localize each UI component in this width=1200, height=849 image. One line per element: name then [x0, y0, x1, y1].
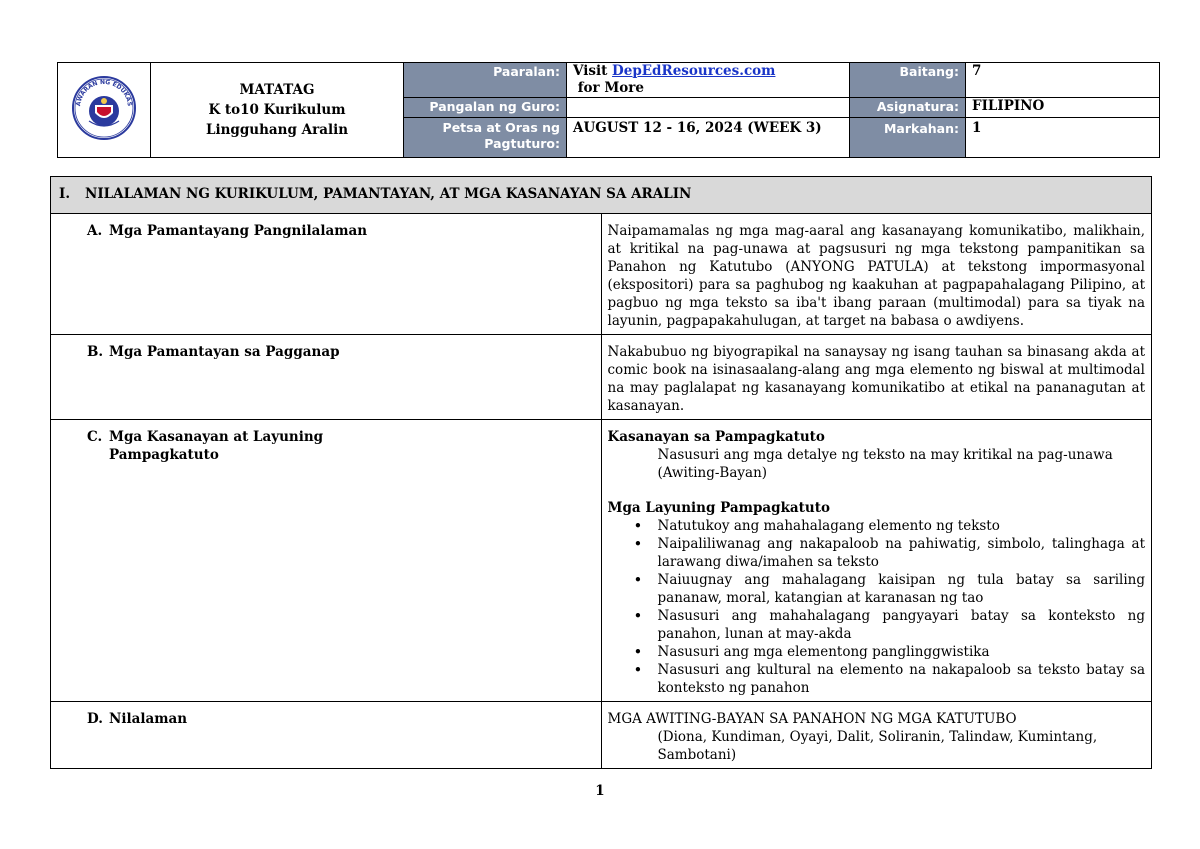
curriculum-table	[50, 176, 1152, 769]
row-c-label-cell	[51, 420, 602, 702]
page-number: 1	[595, 783, 605, 799]
petsa-value: AUGUST 12 - 16, 2024 (WEEK 3)	[567, 118, 850, 158]
nilalaman-line-1: MGA AWITING-BAYAN SA PANAHON NG MGA KATUTUBO	[607, 711, 1017, 727]
row-b-content: Nakabubuo ng biyograpikal na sanaysay ng isang tauhan sa binasang akda at comic book na isinasaalang-alang ang mga elemento ng biswal at multimodal na may paglalapat ng kasanayang komunikatibo at etikal na pananagutan at kasanayan.	[601, 335, 1152, 420]
row-c-letter: C.	[87, 429, 103, 445]
paaralan-value	[567, 63, 850, 98]
seal-text: AWARAN NG EDUKAS	[75, 78, 133, 107]
title-line-2: K to10 Kurikulum	[208, 102, 346, 118]
list-item: • Nasusuri ang mga elementong panglinggwistika	[658, 643, 1146, 661]
kasanayan-text: Nasusuri ang mga detalye ng teksto na may kritikal na pag-unawa (Awiting-Bayan)	[657, 447, 1113, 481]
list-item: • Natutukoy ang mahahalagang elemento ng teksto	[658, 517, 1146, 535]
petsa-label: Petsa at Oras ng Pagtuturo:	[404, 118, 567, 158]
row-a-letter: A.	[87, 223, 103, 239]
paaralan-label: Paaralan:	[404, 63, 567, 98]
list-item: • Naiuugnay ang mahalagang kaisipan ng tula batay sa sariling pananaw, moral, katangian at karanasan ng tao	[658, 571, 1146, 607]
row-a-content: Naipamamalas ng mga mag-aaral ang kasanayang komunikatibo, malikhain, at kritikal na pag-unawa at pagsusuri ng mga tekstong pampanitikan sa Panahon ng Katutubo (ANYONG PATULA) at tekstong impormasyonal (ekspositori) para sa paghubog ng kaakuhan at pagpapahalagang Pilipino, at pagbuo ng mga teksto sa iba't ibang paraan (multimodal) para sa tiyak na layunin, pagpapakahulugan, at target na babasa o awdiyens.	[601, 214, 1152, 335]
section-header	[51, 177, 1152, 214]
row-b-label: Mga Pamantayan sa Pagganap	[109, 344, 340, 360]
row-kasanayan-layunin	[51, 420, 1152, 702]
guro-value	[567, 98, 850, 118]
asignatura-value: FILIPINO	[966, 98, 1160, 118]
markahan-label: Markahan:	[850, 118, 966, 158]
row-c-label-line-1: Mga Kasanayan at Layuning	[109, 429, 324, 445]
guro-label: Pangalan ng Guro:	[404, 98, 567, 118]
row-d-content	[601, 702, 1152, 769]
title-line-3: Lingguhang Aralin	[205, 122, 349, 138]
row-c-content	[601, 420, 1152, 702]
row-d-label-cell	[51, 702, 602, 769]
row-c-label-line-2: Pampagkatuto	[109, 447, 219, 463]
title-line-1: MATATAG	[239, 82, 315, 98]
row-a-label: Mga Pamantayang Pangnilalaman	[109, 223, 368, 239]
asignatura-label: Asignatura:	[850, 98, 966, 118]
kasanayan-title: Kasanayan sa Pampagkatuto	[607, 429, 825, 445]
list-item: • Nasusuri ang mahahalagang pangyayari batay sa konteksto ng panahon, lunan at may-akda	[658, 607, 1146, 643]
row-b-label-cell	[51, 335, 602, 420]
layunin-title: Mga Layuning Pampagkatuto	[607, 500, 830, 516]
list-item: • Naipaliliwanag ang nakapaloob na pahiwatig, simbolo, talinghaga at larawang diwa/imahen sa teksto	[658, 535, 1146, 571]
nilalaman-line-2: (Diona, Kundiman, Oyayi, Dalit, Soliranin, Talindaw, Kumintang, Sambotani)	[657, 729, 1098, 763]
paaralan-suffix: for More	[573, 80, 644, 96]
baitang-value: 7	[966, 63, 1160, 98]
section-title: NILALAMAN NG KURIKULUM, PAMANTAYAN, AT MGA KASANAYAN SA ARALIN	[85, 186, 692, 202]
row-d-label: Nilalaman	[109, 711, 188, 727]
deped-logo-cell	[58, 63, 151, 158]
paaralan-prefix: Visit	[573, 63, 613, 79]
markahan-value: 1	[966, 118, 1160, 158]
baitang-label: Baitang:	[850, 63, 966, 98]
title-block	[151, 63, 404, 158]
row-b-letter: B.	[87, 344, 104, 360]
list-item: • Nasusuri ang kultural na elemento na nakapaloob sa teksto batay sa konteksto ng panahon	[658, 661, 1146, 697]
header-table	[57, 62, 1160, 158]
row-pamantayan-sa-pagganap	[51, 335, 1152, 420]
layunin-list	[608, 517, 1146, 697]
row-pamantayang-pangnilalaman	[51, 214, 1152, 335]
section-number: I.	[59, 186, 71, 202]
deped-seal-icon	[71, 75, 137, 141]
row-d-letter: D.	[87, 711, 103, 727]
row-a-label-cell	[51, 214, 602, 335]
row-nilalaman	[51, 702, 1152, 769]
depedresources-link[interactable]: DepEdResources.com	[612, 63, 776, 79]
